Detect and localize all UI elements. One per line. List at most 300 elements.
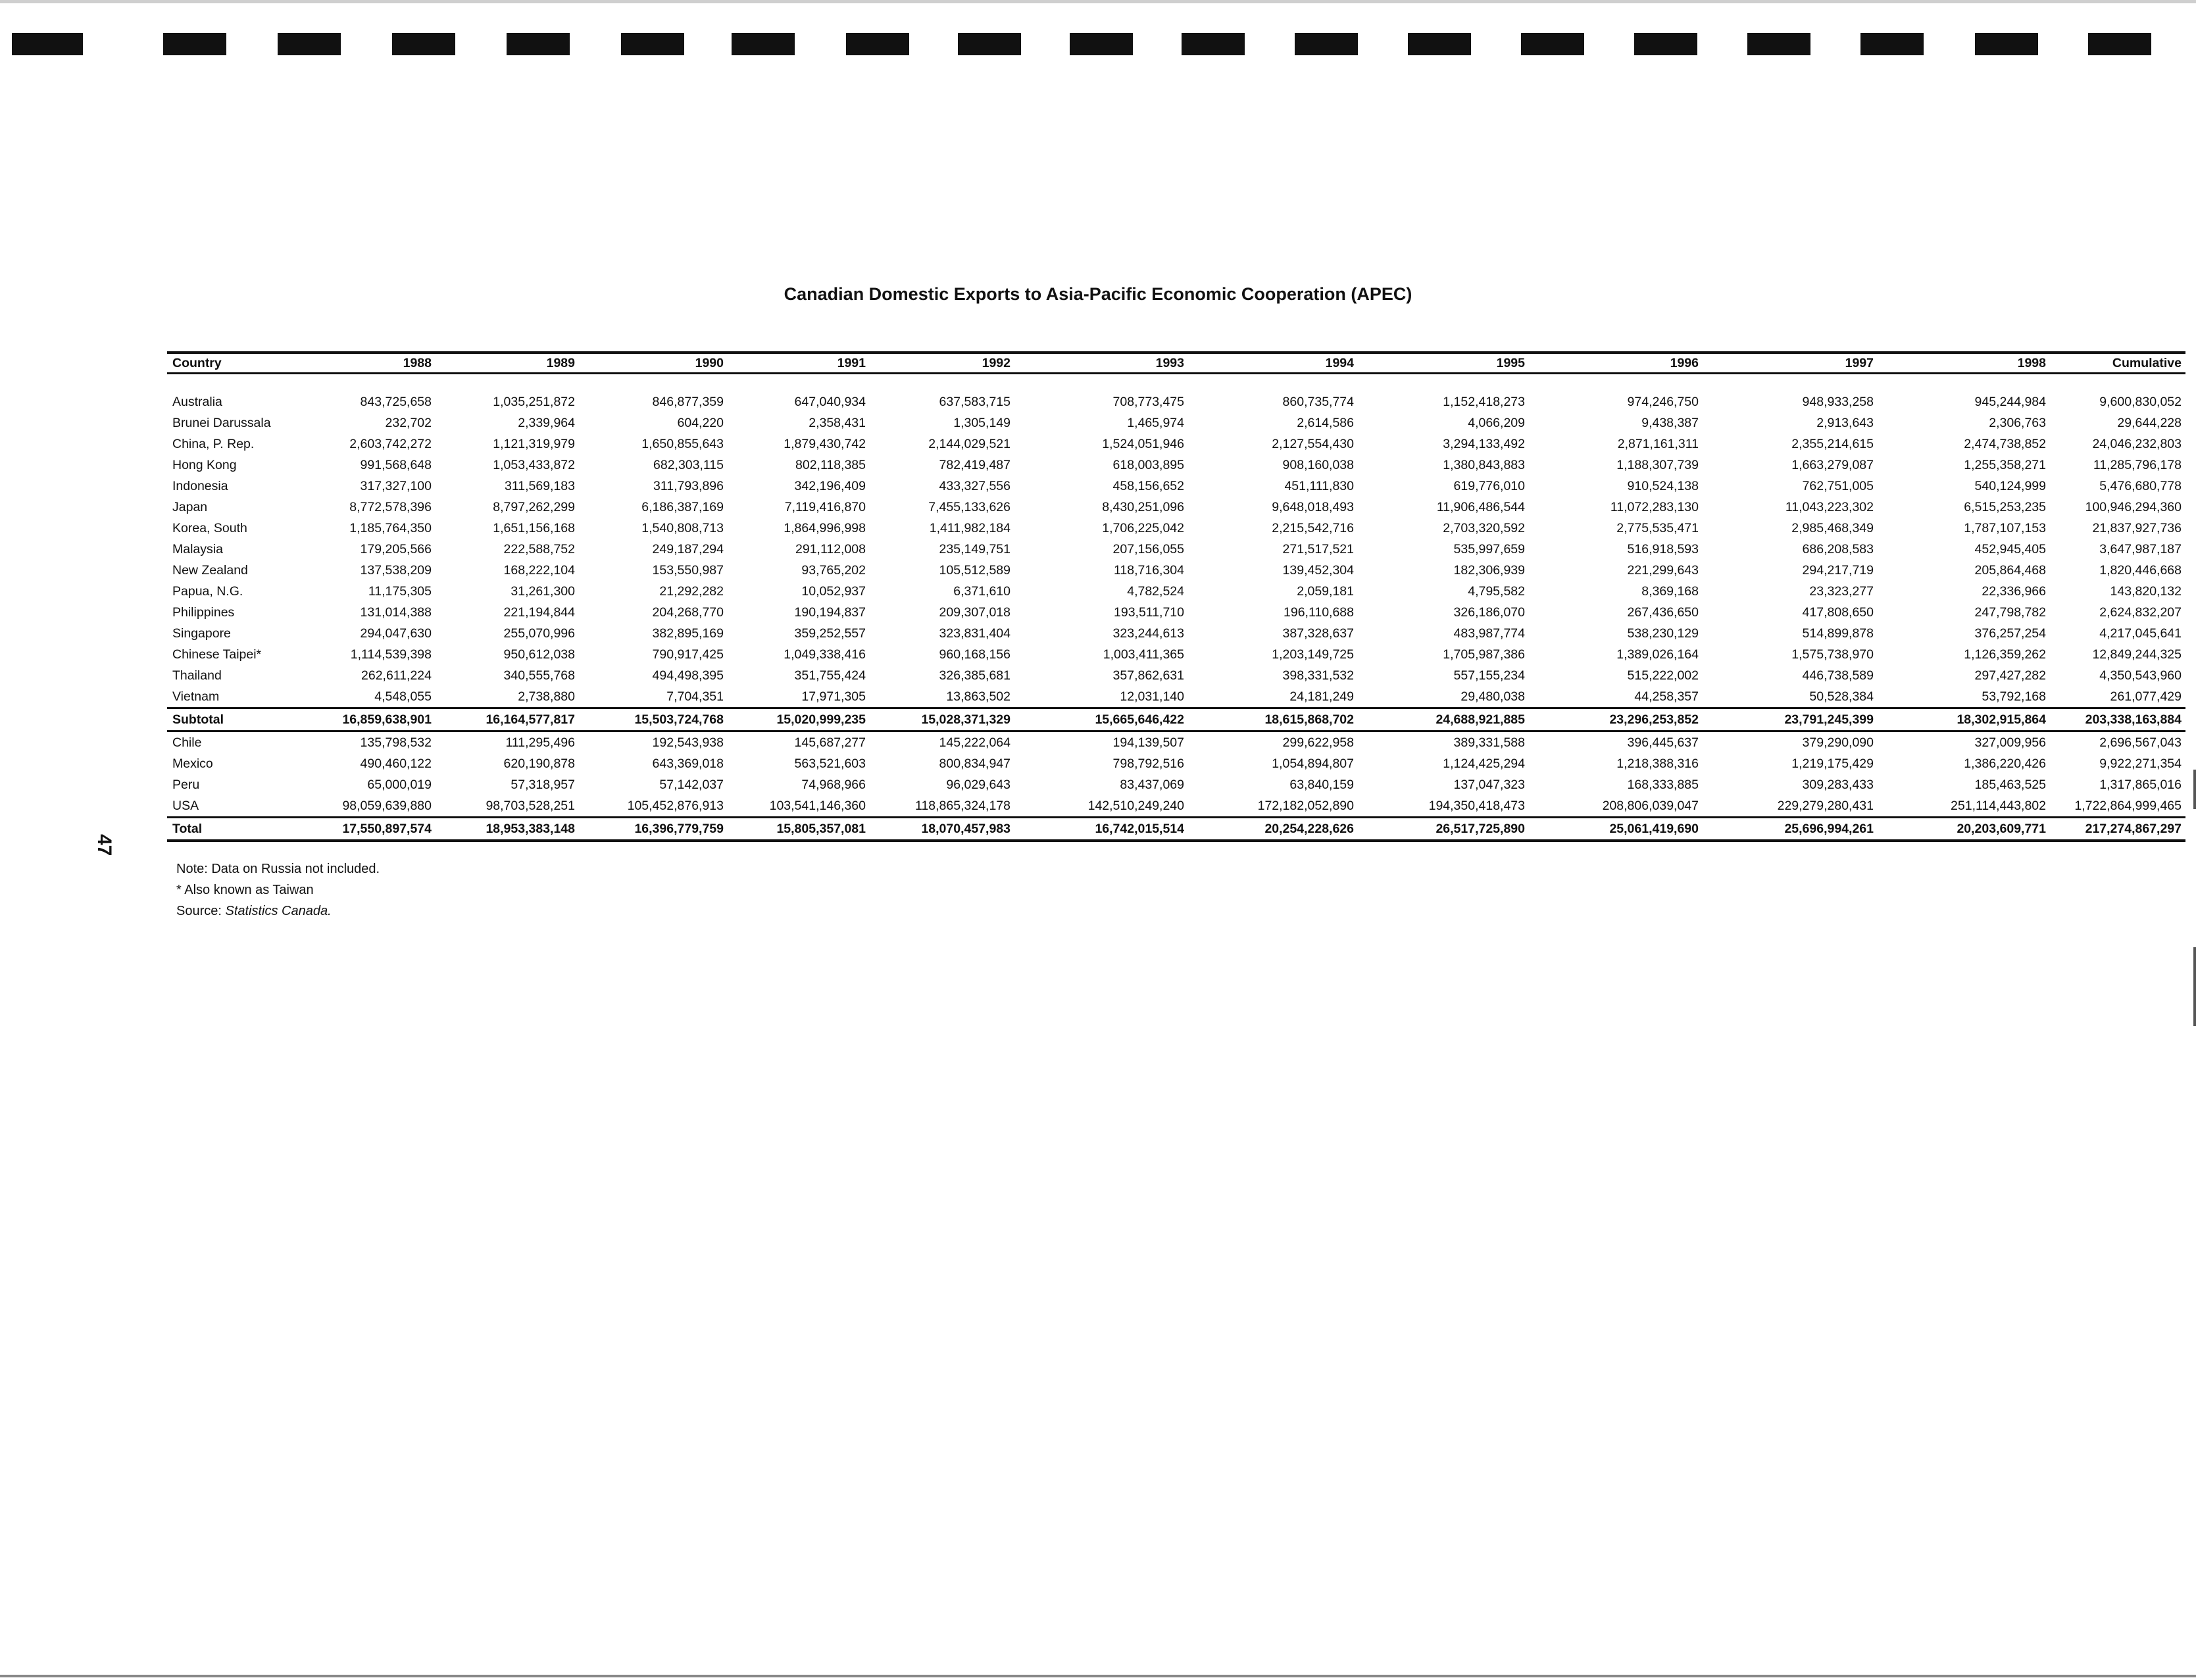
value-cell: 6,371,610 xyxy=(953,584,1011,599)
value-cell: 50,528,384 xyxy=(1809,689,1874,704)
value-cell: 446,738,589 xyxy=(1802,668,1874,683)
value-cell: 326,385,681 xyxy=(939,668,1011,683)
value-cell: 1,219,175,429 xyxy=(1791,756,1874,771)
column-header-country: Country xyxy=(167,353,292,374)
value-cell: 221,299,643 xyxy=(1627,563,1699,578)
value-cell: 1,650,855,643 xyxy=(641,437,724,451)
value-cell: 222,588,752 xyxy=(503,542,575,556)
value-cell: 299,622,958 xyxy=(1282,735,1354,750)
value-cell: 23,323,277 xyxy=(1809,584,1874,599)
table-row xyxy=(167,686,2185,708)
value-cell: 168,222,104 xyxy=(503,563,575,578)
column-header: 1994 xyxy=(1188,353,1358,374)
value-cell: 1,575,738,970 xyxy=(1791,647,1874,662)
column-header: 1998 xyxy=(1878,353,2050,374)
value-cell: 2,614,586 xyxy=(1297,416,1354,430)
value-cell: 22,336,966 xyxy=(1982,584,2046,599)
value-cell: 1,540,808,713 xyxy=(641,521,724,535)
registration-mark xyxy=(1295,33,1358,55)
value-cell: 21,837,927,736 xyxy=(2092,521,2182,535)
country-cell: Thailand xyxy=(172,668,222,683)
value-cell: 342,196,409 xyxy=(794,479,866,493)
value-cell: 25,696,994,261 xyxy=(1703,818,1878,841)
value-cell: 44,258,357 xyxy=(1634,689,1699,704)
value-cell: 1,864,996,998 xyxy=(784,521,866,535)
registration-mark xyxy=(1070,33,1133,55)
value-cell: 1,255,358,271 xyxy=(1964,458,2046,472)
value-cell: 153,550,987 xyxy=(652,563,724,578)
value-cell: 12,031,140 xyxy=(1120,689,1184,704)
table-row xyxy=(167,455,2185,476)
value-cell: 20,203,609,771 xyxy=(1878,818,2050,841)
source-line xyxy=(176,901,380,922)
value-cell: 18,615,868,702 xyxy=(1188,708,1358,731)
value-cell: 15,665,646,422 xyxy=(1014,708,1188,731)
value-cell: 1,386,220,426 xyxy=(1964,756,2046,771)
value-cell: 15,805,357,081 xyxy=(728,818,870,841)
value-cell: 98,059,639,880 xyxy=(342,799,432,813)
value-cell: 83,437,069 xyxy=(1120,778,1184,792)
value-cell: 57,318,957 xyxy=(511,778,575,792)
value-cell: 4,066,209 xyxy=(1468,416,1525,430)
value-cell: 4,795,582 xyxy=(1468,584,1525,599)
scan-bottom-border xyxy=(0,1675,2196,1677)
value-cell: 637,583,715 xyxy=(939,395,1011,409)
value-cell: 11,175,305 xyxy=(368,584,432,599)
country-cell: Hong Kong xyxy=(172,458,237,472)
value-cell: 15,028,371,329 xyxy=(870,708,1014,731)
value-cell: 203,338,163,884 xyxy=(2050,708,2185,731)
registration-mark xyxy=(958,33,1021,55)
value-cell: 4,548,055 xyxy=(374,689,432,704)
value-cell: 229,279,280,431 xyxy=(1777,799,1874,813)
value-cell: 20,254,228,626 xyxy=(1188,818,1358,841)
value-cell: 24,688,921,885 xyxy=(1358,708,1529,731)
value-cell: 960,168,156 xyxy=(939,647,1011,662)
value-cell: 417,808,650 xyxy=(1802,605,1874,620)
value-cell: 179,205,566 xyxy=(360,542,432,556)
value-cell: 557,155,234 xyxy=(1453,668,1525,683)
table-row xyxy=(167,795,2185,818)
value-cell: 235,149,751 xyxy=(939,542,1011,556)
value-cell: 8,797,262,299 xyxy=(493,500,575,514)
value-cell: 948,933,258 xyxy=(1802,395,1874,409)
value-cell: 8,430,251,096 xyxy=(1102,500,1184,514)
value-cell: 2,339,964 xyxy=(518,416,575,430)
value-cell: 1,465,974 xyxy=(1127,416,1184,430)
value-cell: 205,864,468 xyxy=(1974,563,2046,578)
registration-mark xyxy=(163,33,226,55)
registration-mark xyxy=(1634,33,1697,55)
value-cell: 2,913,643 xyxy=(1816,416,1874,430)
value-cell: 1,203,149,725 xyxy=(1272,647,1354,662)
value-cell: 647,040,934 xyxy=(794,395,866,409)
scan-top-border xyxy=(0,0,2196,3)
registration-mark xyxy=(12,33,83,55)
value-cell: 131,014,388 xyxy=(360,605,432,620)
table-title: Canadian Domestic Exports to Asia-Pacific Economic Cooperation (APEC) xyxy=(784,284,1412,304)
country-cell: Indonesia xyxy=(172,479,228,493)
value-cell: 190,194,837 xyxy=(794,605,866,620)
value-cell: 351,755,424 xyxy=(794,668,866,683)
value-cell: 2,059,181 xyxy=(1297,584,1354,599)
value-cell: 311,793,896 xyxy=(653,479,724,493)
value-cell: 991,568,648 xyxy=(360,458,432,472)
value-cell: 13,863,502 xyxy=(946,689,1011,704)
column-header: 1989 xyxy=(436,353,579,374)
value-cell: 221,194,844 xyxy=(503,605,575,620)
value-cell: 686,208,583 xyxy=(1802,542,1874,556)
value-cell: 950,612,038 xyxy=(503,647,575,662)
table-row xyxy=(167,391,2185,412)
value-cell: 135,798,532 xyxy=(360,735,432,750)
table-row xyxy=(167,644,2185,665)
value-cell: 23,791,245,399 xyxy=(1703,708,1878,731)
value-cell: 1,389,026,164 xyxy=(1616,647,1699,662)
value-cell: 1,705,987,386 xyxy=(1443,647,1525,662)
value-cell: 1,114,539,398 xyxy=(350,647,432,662)
value-cell: 29,644,228 xyxy=(2117,416,2182,430)
value-cell: 8,369,168 xyxy=(1641,584,1699,599)
value-cell: 1,003,411,365 xyxy=(1103,647,1184,662)
value-cell: 451,111,830 xyxy=(1284,479,1354,493)
value-cell: 31,261,300 xyxy=(511,584,575,599)
registration-marks xyxy=(0,33,2196,59)
value-cell: 209,307,018 xyxy=(939,605,1011,620)
value-cell: 910,524,138 xyxy=(1627,479,1699,493)
registration-mark xyxy=(1747,33,1810,55)
country-cell: Total xyxy=(167,818,292,841)
value-cell: 326,186,070 xyxy=(1453,605,1525,620)
value-cell: 267,436,650 xyxy=(1627,605,1699,620)
value-cell: 23,296,253,852 xyxy=(1529,708,1703,731)
country-cell: Philippines xyxy=(172,605,235,620)
value-cell: 9,922,271,354 xyxy=(2099,756,2182,771)
table-row xyxy=(167,731,2185,754)
value-cell: 251,114,443,802 xyxy=(1951,799,2046,813)
value-cell: 515,222,002 xyxy=(1627,668,1699,683)
value-cell: 782,419,487 xyxy=(939,458,1011,472)
value-cell: 193,511,710 xyxy=(1114,605,1184,620)
value-cell: 762,751,005 xyxy=(1802,479,1874,493)
registration-mark xyxy=(507,33,570,55)
country-cell: Japan xyxy=(172,500,208,514)
value-cell: 309,283,433 xyxy=(1802,778,1874,792)
value-cell: 974,246,750 xyxy=(1627,395,1699,409)
value-cell: 311,569,183 xyxy=(505,479,575,493)
country-cell: USA xyxy=(172,799,199,813)
value-cell: 11,906,486,544 xyxy=(1436,500,1525,514)
value-cell: 1,124,425,294 xyxy=(1443,756,1525,771)
value-cell: 4,350,543,960 xyxy=(2099,668,2182,683)
registration-mark xyxy=(2088,33,2151,55)
country-cell: China, P. Rep. xyxy=(172,437,255,451)
value-cell: 24,181,249 xyxy=(1289,689,1354,704)
value-cell: 103,541,146,360 xyxy=(769,799,866,813)
value-cell: 96,029,643 xyxy=(946,778,1011,792)
value-cell: 1,787,107,153 xyxy=(1964,521,2046,535)
value-cell: 8,772,578,396 xyxy=(349,500,432,514)
value-cell: 2,474,738,852 xyxy=(1964,437,2046,451)
value-cell: 185,463,525 xyxy=(1974,778,2046,792)
table-row xyxy=(167,665,2185,686)
column-header: 1996 xyxy=(1529,353,1703,374)
value-cell: 5,476,680,778 xyxy=(2099,479,2182,493)
value-cell: 846,877,359 xyxy=(652,395,724,409)
value-cell: 2,871,161,311 xyxy=(1617,437,1699,451)
value-cell: 294,047,630 xyxy=(360,626,432,641)
table-row xyxy=(167,412,2185,433)
value-cell: 294,217,719 xyxy=(1802,563,1874,578)
value-cell: 16,396,779,759 xyxy=(579,818,728,841)
value-cell: 2,144,029,521 xyxy=(928,437,1011,451)
value-cell: 3,294,133,492 xyxy=(1443,437,1525,451)
value-cell: 1,524,051,946 xyxy=(1102,437,1184,451)
value-cell: 389,331,588 xyxy=(1453,735,1525,750)
value-cell: 7,119,416,870 xyxy=(784,500,866,514)
value-cell: 232,702 xyxy=(385,416,432,430)
value-cell: 247,798,782 xyxy=(1974,605,2046,620)
table-row xyxy=(167,623,2185,644)
value-cell: 396,445,637 xyxy=(1627,735,1699,750)
value-cell: 2,603,742,272 xyxy=(349,437,432,451)
value-cell: 7,704,351 xyxy=(666,689,724,704)
value-cell: 204,268,770 xyxy=(652,605,724,620)
value-cell: 11,043,223,302 xyxy=(1785,500,1874,514)
registration-mark xyxy=(1408,33,1471,55)
country-cell: Subtotal xyxy=(167,708,292,731)
note-russia: Note: Data on Russia not included. xyxy=(176,862,380,876)
value-cell: 9,648,018,493 xyxy=(1272,500,1354,514)
value-cell: 619,776,010 xyxy=(1453,479,1525,493)
value-cell: 6,515,253,235 xyxy=(1964,500,2046,514)
value-cell: 143,820,132 xyxy=(2110,584,2182,599)
value-cell: 2,624,832,207 xyxy=(2099,605,2182,620)
value-cell: 516,918,593 xyxy=(1627,542,1699,556)
value-cell: 98,703,528,251 xyxy=(486,799,575,813)
value-cell: 3,647,987,187 xyxy=(2099,542,2182,556)
country-cell: Papua, N.G. xyxy=(172,584,243,599)
value-cell: 382,895,169 xyxy=(652,626,724,641)
value-cell: 1,722,864,999,465 xyxy=(2074,799,2182,813)
value-cell: 196,110,688 xyxy=(1284,605,1354,620)
value-cell: 100,946,294,360 xyxy=(2085,500,2182,514)
value-cell: 53,792,168 xyxy=(1982,689,2046,704)
value-cell: 139,452,304 xyxy=(1282,563,1354,578)
value-cell: 643,369,018 xyxy=(652,756,724,771)
country-cell: New Zealand xyxy=(172,563,248,578)
value-cell: 327,009,956 xyxy=(1974,735,2046,750)
country-cell: Peru xyxy=(172,778,200,792)
value-cell: 118,865,324,178 xyxy=(915,799,1011,813)
table-row xyxy=(167,602,2185,623)
value-cell: 16,164,577,817 xyxy=(436,708,579,731)
value-cell: 7,455,133,626 xyxy=(928,500,1011,514)
value-cell: 194,350,418,473 xyxy=(1428,799,1525,813)
value-cell: 262,611,224 xyxy=(361,668,432,683)
column-header: 1990 xyxy=(579,353,728,374)
value-cell: 1,820,446,668 xyxy=(2099,563,2182,578)
value-cell: 15,020,999,235 xyxy=(728,708,870,731)
value-cell: 535,997,659 xyxy=(1453,542,1525,556)
value-cell: 74,968,966 xyxy=(801,778,866,792)
value-cell: 111,295,496 xyxy=(505,735,575,750)
country-cell: Malaysia xyxy=(172,542,223,556)
registration-mark xyxy=(1182,33,1245,55)
value-cell: 4,782,524 xyxy=(1127,584,1184,599)
value-cell: 297,427,282 xyxy=(1974,668,2046,683)
value-cell: 1,218,388,316 xyxy=(1616,756,1699,771)
registration-mark xyxy=(846,33,909,55)
value-cell: 15,503,724,768 xyxy=(579,708,728,731)
table-row xyxy=(167,518,2185,539)
country-cell: Vietnam xyxy=(172,689,220,704)
value-cell: 1,152,418,273 xyxy=(1443,395,1525,409)
value-cell: 620,190,878 xyxy=(503,756,575,771)
total-row xyxy=(167,818,2185,841)
value-cell: 17,971,305 xyxy=(801,689,866,704)
value-cell: 1,706,225,042 xyxy=(1102,521,1184,535)
value-cell: 514,899,878 xyxy=(1802,626,1874,641)
value-cell: 458,156,652 xyxy=(1112,479,1184,493)
scan-edge-mark xyxy=(2193,770,2196,809)
value-cell: 398,331,532 xyxy=(1282,668,1354,683)
footnote-taiwan: * Also known as Taiwan xyxy=(176,883,314,897)
value-cell: 604,220 xyxy=(677,416,724,430)
value-cell: 1,317,865,016 xyxy=(2099,778,2182,792)
notes-block xyxy=(176,858,380,922)
value-cell: 93,765,202 xyxy=(801,563,866,578)
value-cell: 168,333,885 xyxy=(1627,778,1699,792)
value-cell: 540,124,999 xyxy=(1974,479,2046,493)
value-cell: 798,792,516 xyxy=(1112,756,1184,771)
value-cell: 9,438,387 xyxy=(1641,416,1699,430)
value-cell: 255,070,996 xyxy=(503,626,575,641)
country-cell: Chinese Taipei* xyxy=(172,647,262,662)
value-cell: 1,305,149 xyxy=(953,416,1011,430)
value-cell: 16,859,638,901 xyxy=(292,708,436,731)
table-row xyxy=(167,539,2185,560)
value-cell: 18,070,457,983 xyxy=(870,818,1014,841)
value-cell: 1,411,982,184 xyxy=(929,521,1011,535)
value-cell: 137,047,323 xyxy=(1453,778,1525,792)
value-cell: 217,274,867,297 xyxy=(2050,818,2185,841)
table-row xyxy=(167,433,2185,455)
source-name: Statistics Canada. xyxy=(225,904,332,918)
value-cell: 2,127,554,430 xyxy=(1272,437,1354,451)
value-cell: 618,003,895 xyxy=(1112,458,1184,472)
value-cell: 24,046,232,803 xyxy=(2092,437,2182,451)
value-cell: 790,917,425 xyxy=(652,647,724,662)
registration-mark xyxy=(1860,33,1924,55)
value-cell: 708,773,475 xyxy=(1112,395,1184,409)
value-cell: 2,703,320,592 xyxy=(1443,521,1525,535)
subtotal-row xyxy=(167,708,2185,731)
value-cell: 1,121,319,979 xyxy=(493,437,575,451)
table-row xyxy=(167,560,2185,581)
value-cell: 207,156,055 xyxy=(1112,542,1184,556)
table-row xyxy=(167,753,2185,774)
value-cell: 1,188,307,739 xyxy=(1616,458,1699,472)
country-cell: Mexico xyxy=(172,756,213,771)
page-number: 47 xyxy=(93,834,115,856)
value-cell: 323,831,404 xyxy=(939,626,1011,641)
registration-mark xyxy=(732,33,795,55)
value-cell: 843,725,658 xyxy=(360,395,432,409)
value-cell: 57,142,037 xyxy=(659,778,724,792)
value-cell: 2,775,535,471 xyxy=(1616,521,1699,535)
value-cell: 433,327,556 xyxy=(939,479,1011,493)
value-cell: 4,217,045,641 xyxy=(2099,626,2182,641)
column-header: 1991 xyxy=(728,353,870,374)
value-cell: 1,663,279,087 xyxy=(1791,458,1874,472)
value-cell: 538,230,129 xyxy=(1627,626,1699,641)
column-header: 1992 xyxy=(870,353,1014,374)
value-cell: 490,460,122 xyxy=(360,756,432,771)
value-cell: 682,303,115 xyxy=(653,458,724,472)
value-cell: 1,380,843,883 xyxy=(1443,458,1525,472)
value-cell: 16,742,015,514 xyxy=(1014,818,1188,841)
country-cell: Chile xyxy=(172,735,202,750)
header-row xyxy=(167,353,2185,374)
value-cell: 2,215,542,716 xyxy=(1272,521,1354,535)
value-cell: 802,118,385 xyxy=(795,458,866,472)
value-cell: 2,355,214,615 xyxy=(1791,437,1874,451)
value-cell: 452,945,405 xyxy=(1974,542,2046,556)
value-cell: 1,126,359,262 xyxy=(1964,647,2046,662)
value-cell: 10,052,937 xyxy=(801,584,866,599)
value-cell: 483,987,774 xyxy=(1453,626,1525,641)
value-cell: 137,538,209 xyxy=(360,563,432,578)
value-cell: 563,521,603 xyxy=(794,756,866,771)
value-cell: 2,358,431 xyxy=(809,416,866,430)
value-cell: 2,696,567,043 xyxy=(2099,735,2182,750)
column-header: 1993 xyxy=(1014,353,1188,374)
value-cell: 317,327,100 xyxy=(360,479,432,493)
value-cell: 172,182,052,890 xyxy=(1257,799,1354,813)
value-cell: 2,306,763 xyxy=(1989,416,2046,430)
value-cell: 12,849,244,325 xyxy=(2092,647,2182,662)
value-cell: 1,049,338,416 xyxy=(784,647,866,662)
registration-mark xyxy=(1521,33,1584,55)
column-header: Cumulative xyxy=(2050,353,2185,374)
registration-mark xyxy=(278,33,341,55)
value-cell: 359,252,557 xyxy=(794,626,866,641)
value-cell: 357,862,631 xyxy=(1112,668,1184,683)
value-cell: 908,160,038 xyxy=(1282,458,1354,472)
column-header: 1995 xyxy=(1358,353,1529,374)
value-cell: 1,185,764,350 xyxy=(349,521,432,535)
value-cell: 1,879,430,742 xyxy=(784,437,866,451)
value-cell: 800,834,947 xyxy=(939,756,1011,771)
value-cell: 494,498,395 xyxy=(652,668,724,683)
value-cell: 249,187,294 xyxy=(652,542,724,556)
value-cell: 21,292,282 xyxy=(659,584,724,599)
value-cell: 18,953,383,148 xyxy=(436,818,579,841)
spacer-row xyxy=(167,374,2185,392)
value-cell: 860,735,774 xyxy=(1282,395,1354,409)
value-cell: 379,290,090 xyxy=(1802,735,1874,750)
table-body xyxy=(167,374,2185,841)
value-cell: 208,806,039,047 xyxy=(1602,799,1699,813)
table-row xyxy=(167,476,2185,497)
table-row xyxy=(167,581,2185,602)
value-cell: 271,517,521 xyxy=(1282,542,1354,556)
country-cell: Brunei Darussala xyxy=(172,416,271,430)
value-cell: 105,512,589 xyxy=(939,563,1011,578)
column-header: 1997 xyxy=(1703,353,1878,374)
registration-mark xyxy=(392,33,455,55)
